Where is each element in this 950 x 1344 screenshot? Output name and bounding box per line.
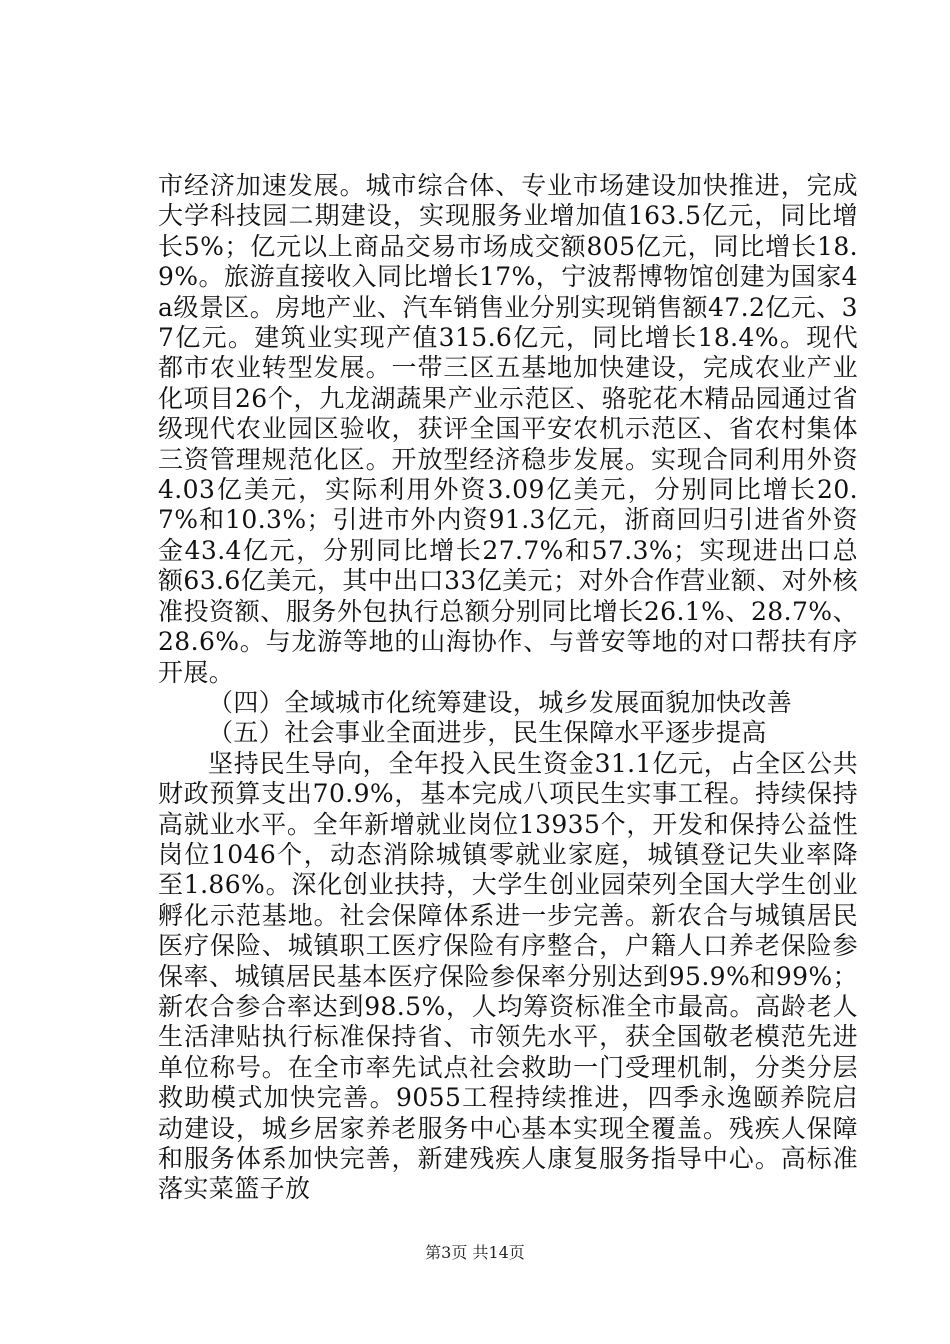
page-number: 第3页 共14页 xyxy=(425,1243,525,1262)
document-body xyxy=(158,171,858,1205)
paragraph-economy: 市经济加速发展。城市综合体、专业市场建设加快推进，完成大学科技园二期建设，实现服务业增加值163.5亿元，同比增长5%；亿元以上商品交易市场成交额805亿元，同比增长18.9%。旅游直接收入同比增长17%，宁波帮博物馆创建为国家4a级景区。房地产业、汽车销售业分别实现销售额47.2亿元、37亿元。建筑业实现产值315.6亿元，同比增长18.4%。现代都市农业转型发展。一带三区五基地加快建设，完成农业产业化项目26个，九龙湖蔬果产业示范区、骆驼花木精品园通过省级现代农业园区验收，获评全国平安农机示范区、省农村集体三资管理规范化区。开放型经济稳步发展。实现合同利用外资4.03亿美元，实际利用外资3.09亿美元，分别同比增长20.7%和10.3%；引进市外内资91.3亿元，浙商回归引进省外资金43.4亿元，分别同比增长27.7%和57.3%；实现进出口总额63.6亿美元，其中出口33亿美元；对外合作营业额、对外核准投资额、服务外包执行总额分别同比增长26.1%、28.7%、28.6%。与龙游等地的山海协作、与普安等地的对口帮扶有序开展。 xyxy=(158,171,858,687)
page-footer xyxy=(0,1240,950,1263)
section-heading-5: （五）社会事业全面进步，民生保障水平逐步提高 xyxy=(208,718,767,748)
section-heading-4: （四）全域城市化统筹建设，城乡发展面貌加快改善 xyxy=(208,687,793,717)
paragraph-livelihood: 坚持民生导向，全年投入民生资金31.1亿元，占全区公共财政预算支出70.9%，基本完成八项民生实事工程。持续保持高就业水平。全年新增就业岗位13935个，开发和保持公益性岗位1046个，动态消除城镇零就业家庭，城镇登记失业率降至1.86%。深化创业扶持，大学生创业园荣列全国大学生创业孵化示范基地。社会保障体系进一步完善。新农合与城镇居民医疗保险、城镇职工医疗保险有序整合，户籍人口养老保险参保率、城镇居民基本医疗保险参保率分别达到95.9%和99%；新农合参合率达到98.5%，人均筹资标准全市最高。高龄老人生活津贴执行标准保持省、市领先水平，获全国敬老模范先进单位称号。在全市率先试点社会救助一门受理机制，分类分层救助模式加快完善。9055工程持续推进，四季永逸颐养院启动建设，城乡居家养老服务中心基本实现全覆盖。残疾人保障和服务体系加快完善，新建残疾人康复服务指导中心。高标准落实菜篮子放 xyxy=(158,748,858,1204)
